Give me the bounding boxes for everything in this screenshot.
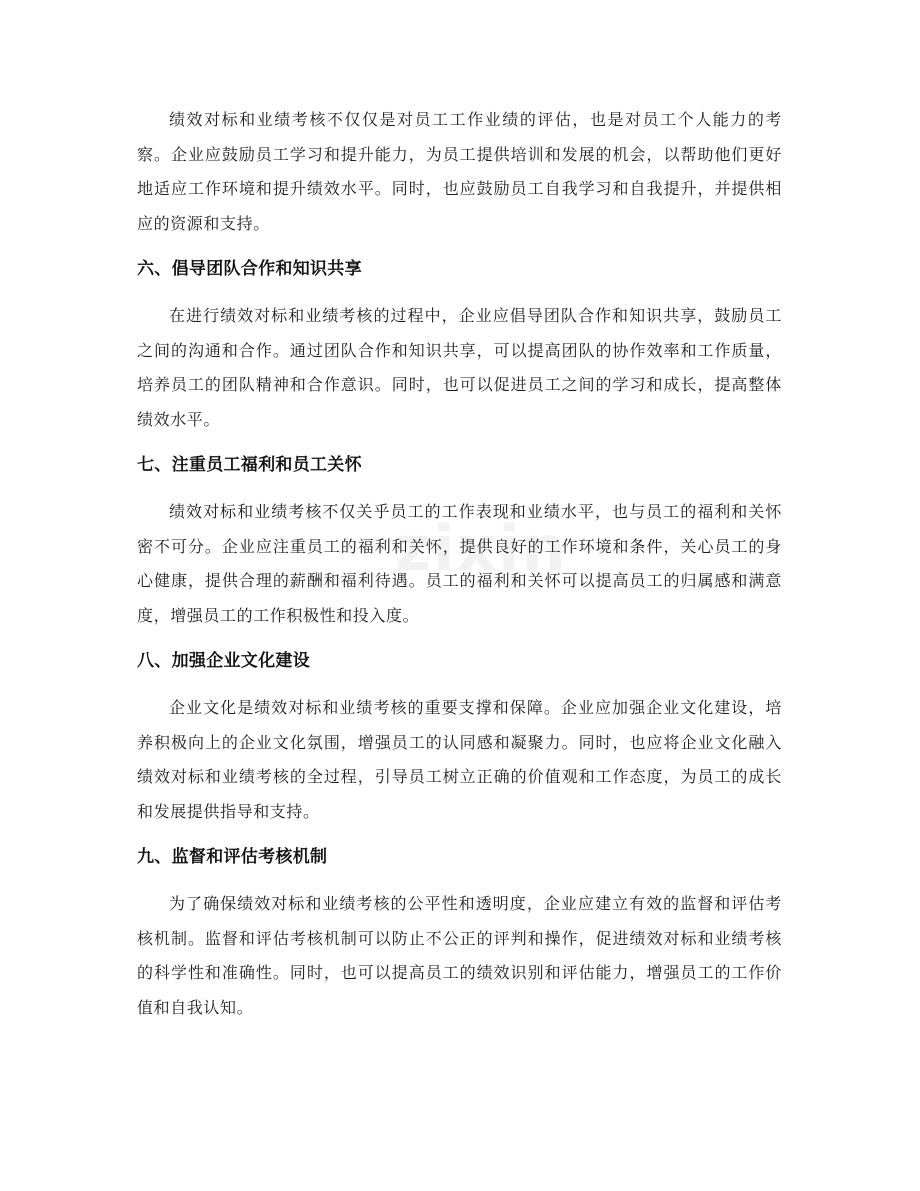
intro-paragraph: 绩效对标和业绩考核不仅仅是对员工工作业绩的评估，也是对员工个人能力的考察。企业应鼓励员工学习和提升能力，为员工提供培训和发展的机会，以帮助他们更好地适应工作环境和提升绩效水平。同时，也应鼓励员工自我学习和自我提升，并提供相应的资源和支持。 <box>137 110 782 233</box>
section-7-heading: 七、注重员工福利和员工关怀 <box>137 455 362 475</box>
section-8-heading: 八、加强企业文化建设 <box>137 651 310 671</box>
watermark: zixin <box>395 512 568 585</box>
section-9-body: 为了确保绩效对标和业绩考核的公平性和透明度，企业应建立有效的监督和评估考核机制。监督和评估考核机制可以防止不公正的评判和操作，促进绩效对标和业绩考核的科学性和准确性。同时，也可以提高员工的绩效识别和评估能力，增强员工的工作价值和自我认知。 <box>137 894 782 1017</box>
document-content <box>137 103 782 1025</box>
section-6-body: 在进行绩效对标和业绩考核的过程中，企业应倡导团队合作和知识共享，鼓励员工之间的沟通和合作。通过团队合作和知识共享，可以提高团队的协作效率和工作质量，培养员工的团队精神和合作意识。同时，也可以促进员工之间的学习和成长，提高整体绩效水平。 <box>137 306 782 429</box>
section-8-body: 企业文化是绩效对标和业绩考核的重要支撑和保障。企业应加强企业文化建设，培养积极向上的企业文化氛围，增强员工的认同感和凝聚力。同时，也应将企业文化融入绩效对标和业绩考核的全过程，引导员工树立正确的价值观和工作态度，为员工的成长和发展提供指导和支持。 <box>137 698 782 821</box>
section-9-heading: 九、监督和评估考核机制 <box>137 847 328 867</box>
section-7-body: 绩效对标和业绩考核不仅关乎员工的工作表现和业绩水平，也与员工的福利和关怀密不可分。企业应注重员工的福利和关怀，提供良好的工作环境和条件，关心员工的身心健康，提供合理的薪酬和福利待遇。员工的福利和关怀可以提高员工的归属感和满意度，增强员工的工作积极性和投入度。 <box>137 502 782 625</box>
section-6-heading: 六、倡导团队合作和知识共享 <box>137 259 362 279</box>
